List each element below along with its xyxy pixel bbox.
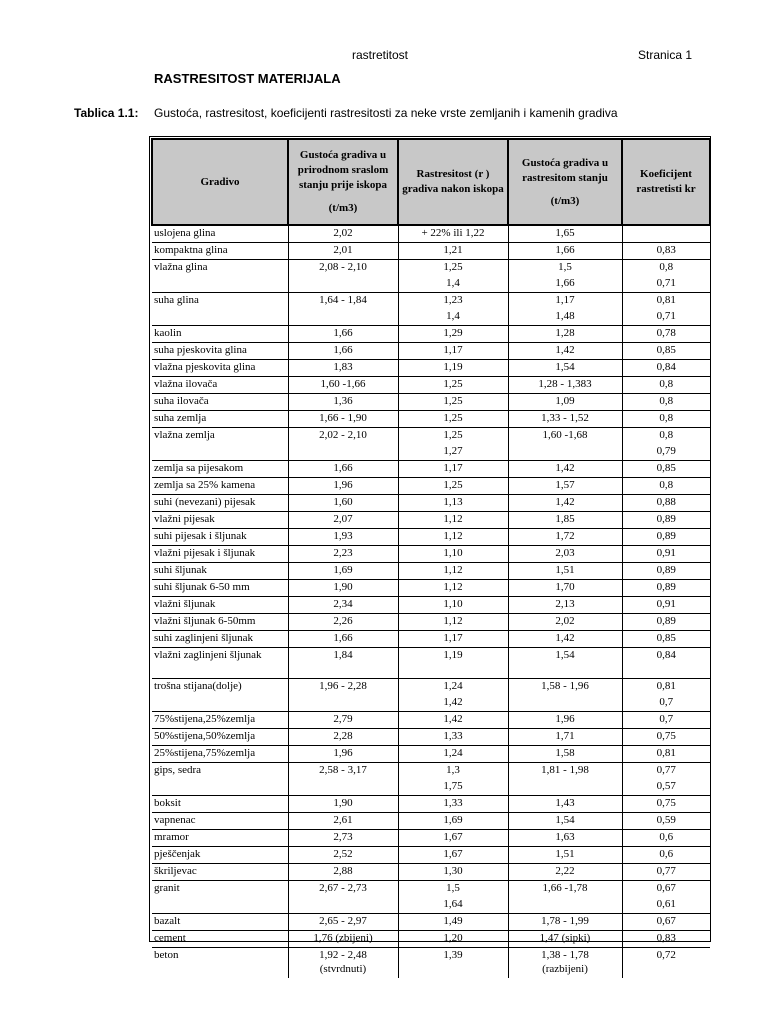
table-cell: 1,51 [508, 563, 622, 580]
table-cell: 0,8 [622, 377, 710, 394]
column-header [152, 139, 288, 225]
table-cell: 2,65 - 2,97 [288, 914, 398, 931]
column-header-text: Gustoća gradiva u rastresitom stanju [521, 156, 609, 184]
column-header-text: Koeficijent rastretisti kr [636, 168, 696, 195]
table-cell: 0,8 [622, 428, 710, 445]
table-cell: 0,89 [622, 512, 710, 529]
table-cell: 1,25 [398, 428, 508, 445]
table-cell: 1,25 [398, 478, 508, 495]
table-cell: 0,72 [622, 948, 710, 979]
table-cell: 2,73 [288, 830, 398, 847]
table-cell: 0,91 [622, 546, 710, 563]
table-cell: 1,93 [288, 529, 398, 546]
table-cell: 2,08 - 2,10 [288, 260, 398, 277]
table-cell: 0,75 [622, 729, 710, 746]
table-cell: 1,54 [508, 813, 622, 830]
table-row [152, 864, 710, 881]
table-cell: 1,75 [398, 779, 508, 796]
table-cell: 1,42 [508, 343, 622, 360]
table-cell: 1,10 [398, 546, 508, 563]
table-cell: 1,90 [288, 796, 398, 813]
table-row [152, 461, 710, 478]
table-cell: 1,17 [508, 293, 622, 310]
table-cell: 1,60 -1,68 [508, 428, 622, 445]
table-cell: 0,89 [622, 563, 710, 580]
page-number: Stranica 1 [638, 48, 693, 62]
column-header-text: Gustoća gradiva u prirodnom sraslom stanju prije iskopa [297, 149, 389, 191]
table-row [152, 614, 710, 631]
table-row [152, 597, 710, 614]
table-cell: 2,28 [288, 729, 398, 746]
table-cell: 1,96 [508, 712, 622, 729]
table-cell: 1,24 [398, 679, 508, 696]
table-cell: 1,25 [398, 260, 508, 277]
table-cell: 1,27 [398, 444, 508, 461]
table-row [152, 394, 710, 411]
table-cell: 0,7 [659, 696, 674, 708]
table-cell: 2,67 - 2,73 [288, 881, 398, 898]
table-cell [288, 695, 398, 712]
table-cell: 0,8 [622, 260, 710, 277]
table-cell: 1,12 [398, 512, 508, 529]
table-cell: 0,59 [622, 813, 710, 830]
table-cell: 2,02 - 2,10 [288, 428, 398, 445]
table-cell: + 22% ili 1,22 [398, 225, 508, 243]
table-cell: vlažna ilovača [152, 377, 288, 394]
table-cell: 0,67 [622, 881, 710, 898]
table-row [152, 746, 710, 763]
table-cell: 1,66 [288, 326, 398, 343]
table-cell: vlažna pjeskovita glina [152, 360, 288, 377]
table-cell: 1,28 - 1,383 [508, 377, 622, 394]
table-cell: 0,83 [622, 243, 710, 260]
table-row [152, 897, 710, 914]
table-row [152, 293, 710, 310]
table-cell [288, 779, 398, 796]
table-row [152, 729, 710, 746]
table-cell: 1,66 [288, 343, 398, 360]
table-cell: 1,12 [398, 529, 508, 546]
table-cell: 0,75 [622, 796, 710, 813]
table-cell: 1,47 (sipki) [508, 931, 622, 948]
table-cell: suha glina [152, 293, 288, 310]
table-cell: granit [152, 881, 288, 898]
table-cell: 0,67 [622, 914, 710, 931]
table-row [152, 679, 710, 696]
table-cell: 0,8 [622, 478, 710, 495]
table-cell [622, 225, 710, 243]
table-cell: 1,71 [508, 729, 622, 746]
table-cell: 1,70 [508, 580, 622, 597]
table-row [152, 580, 710, 597]
table-cell: 0,91 [622, 597, 710, 614]
column-header-text: Rastresitost (r ) gradiva nakon iskopa [402, 168, 504, 195]
table-cell: 1,57 [508, 478, 622, 495]
table-row [152, 512, 710, 529]
table-cell: 0,71 [656, 310, 676, 322]
table-cell: 1,17 [398, 343, 508, 360]
table-cell [152, 309, 288, 326]
table-cell: 1,66 -1,78 [508, 881, 622, 898]
table-cell: 0,78 [622, 326, 710, 343]
table-cell: 1,33 [398, 796, 508, 813]
table-cell: 2,22 [508, 864, 622, 881]
table-cell: 0,83 [622, 931, 710, 948]
table-cell: suhi zaglinjeni šljunak [152, 631, 288, 648]
column-header-unit: (t/m3) [550, 194, 580, 207]
table-cell: 1,67 [398, 847, 508, 864]
table-row [152, 796, 710, 813]
table-cell: 1,38 - 1,78 (razbijeni) [508, 948, 622, 979]
table-cell: 0,85 [622, 461, 710, 478]
table-cell: 1,66 - 1,90 [288, 411, 398, 428]
table-row [152, 495, 710, 512]
table-row [152, 343, 710, 360]
table-cell: 2,23 [288, 546, 398, 563]
table-cell: 1,58 - 1,96 [508, 679, 622, 696]
column-header-unit: (t/m3) [328, 202, 358, 214]
table-cell: 2,52 [288, 847, 398, 864]
table-cell: 0,85 [622, 343, 710, 360]
table-row [152, 360, 710, 377]
table-row [152, 881, 710, 898]
table-cell [288, 444, 398, 461]
table-cell: 50%stijena,50%zemlja [152, 729, 288, 746]
table-row [152, 276, 710, 293]
table-cell: suhi pijesak i šljunak [152, 529, 288, 546]
table-cell: 75%stijena,25%zemlja [152, 712, 288, 729]
column-header [508, 139, 622, 225]
table-cell: 1,64 [398, 897, 508, 914]
table-cell: 1,25 [398, 394, 508, 411]
table-cell: 1,4 [398, 309, 508, 326]
table-row [152, 563, 710, 580]
table-cell: 1,64 - 1,84 [288, 293, 398, 310]
table-cell: 1,12 [398, 614, 508, 631]
table-cell [152, 779, 288, 796]
table-cell: 1,49 [398, 914, 508, 931]
table-cell: suhi šljunak 6-50 mm [152, 580, 288, 597]
table-cell: 1,60 [288, 495, 398, 512]
table-row [152, 243, 710, 260]
table-cell [152, 276, 288, 293]
table-cell: 0,81 [622, 679, 710, 696]
table-cell: 1,42 [508, 495, 622, 512]
table-cell [152, 897, 288, 914]
table-cell: 1,25 [398, 377, 508, 394]
materials-table [151, 138, 711, 978]
table-cell: 2,02 [288, 225, 398, 243]
table-cell: 1,3 [398, 763, 508, 780]
table-cell: 25%stijena,75%zemlja [152, 746, 288, 763]
table-row [152, 260, 710, 277]
document-title: RASTRESITOST MATERIJALA [154, 71, 341, 86]
column-header [622, 139, 710, 225]
table-cell-note: (stvrdnuti) [319, 963, 367, 975]
table-cell: 2,26 [288, 614, 398, 631]
table-cell [508, 779, 622, 796]
table-header-row [152, 139, 710, 225]
table-row [152, 631, 710, 648]
table-row [152, 309, 710, 326]
table-cell: 1,42 [398, 712, 508, 729]
page-header-title: rastretitost [352, 48, 409, 62]
table-cell: 1,66 [288, 461, 398, 478]
table-cell: 0,71 [656, 277, 676, 289]
table-cell: 1,85 [508, 512, 622, 529]
table-cell [288, 897, 398, 914]
table-cell: 1,20 [398, 931, 508, 948]
table-caption-label: Tablica 1.1: [74, 106, 139, 120]
table-cell: 1,5 [508, 260, 622, 277]
table-cell: 1,42 [508, 631, 622, 648]
table-row [152, 830, 710, 847]
table-cell: 1,12 [398, 563, 508, 580]
table-cell: 0,77 [622, 763, 710, 780]
table-cell [152, 695, 288, 712]
table-cell: 1,42 [508, 461, 622, 478]
table-cell: 0,85 [622, 631, 710, 648]
table-row [152, 225, 710, 243]
table-cell: 1,19 [398, 360, 508, 377]
table-cell: 2,13 [508, 597, 622, 614]
table-cell: vapnenac [152, 813, 288, 830]
table-cell: 1,10 [398, 597, 508, 614]
table-cell: 1,28 [508, 326, 622, 343]
table-cell: bazalt [152, 914, 288, 931]
table-cell: 1,5 [398, 881, 508, 898]
table-cell: 0,84 [622, 360, 710, 377]
table-cell: 0,84 [622, 648, 710, 679]
table-cell: 1,66 [508, 243, 622, 260]
table-cell: 1,36 [288, 394, 398, 411]
table-cell: 1,78 - 1,99 [508, 914, 622, 931]
table-cell: 1,66 [508, 276, 622, 293]
table-cell: 1,66 [288, 631, 398, 648]
table-row [152, 931, 710, 948]
table-cell: 1,54 [508, 648, 622, 679]
table-cell: 0,6 [622, 830, 710, 847]
table-cell [288, 276, 398, 293]
table-row [152, 326, 710, 343]
table-cell: 1,96 [288, 478, 398, 495]
table-row [152, 444, 710, 461]
table-cell: 1,42 [398, 695, 508, 712]
table-cell [508, 897, 622, 914]
table-cell: suha ilovača [152, 394, 288, 411]
table-cell: 1,12 [398, 580, 508, 597]
table-row [152, 813, 710, 830]
table-cell: 1,17 [398, 631, 508, 648]
table-cell: 2,03 [508, 546, 622, 563]
table-cell: suha pjeskovita glina [152, 343, 288, 360]
table-row [152, 914, 710, 931]
table-cell: 1,84 [288, 648, 398, 679]
table-row [152, 847, 710, 864]
table-cell: 2,61 [288, 813, 398, 830]
table-cell: 1,96 [288, 746, 398, 763]
table-cell: 0,81 [622, 293, 710, 310]
table-cell: 1,69 [288, 563, 398, 580]
table-cell: 1,96 - 2,28 [288, 679, 398, 696]
table-cell: vlažni šljunak [152, 597, 288, 614]
table-row [152, 779, 710, 796]
table-cell: 1,29 [398, 326, 508, 343]
table-cell: 1,69 [398, 813, 508, 830]
table-cell: 0,8 [622, 394, 710, 411]
table-cell: gips, sedra [152, 763, 288, 780]
table-cell: vlažna zemlja [152, 428, 288, 445]
table-cell: zemlja sa pijesakom [152, 461, 288, 478]
table-cell [152, 444, 288, 461]
table-cell: 1,23 [398, 293, 508, 310]
table-cell: 1,51 [508, 847, 622, 864]
table-cell-note: (razbijeni) [542, 963, 588, 975]
table-row [152, 648, 710, 679]
table-row [152, 529, 710, 546]
table-cell: 1,17 [398, 461, 508, 478]
table-cell: 1,13 [398, 495, 508, 512]
table-row [152, 411, 710, 428]
table-cell: suha zemlja [152, 411, 288, 428]
table-cell: vlažni zaglinjeni šljunak [152, 648, 288, 679]
column-header [288, 139, 398, 225]
column-header [398, 139, 508, 225]
table-cell: 2,02 [508, 614, 622, 631]
table-cell: beton [152, 948, 288, 979]
table-cell: 1,67 [398, 830, 508, 847]
table-cell: 1,83 [288, 360, 398, 377]
table-cell: 0,8 [622, 411, 710, 428]
table-cell: 1,21 [398, 243, 508, 260]
table-row [152, 478, 710, 495]
table-row [152, 428, 710, 445]
table-cell: vlažni pijesak i šljunak [152, 546, 288, 563]
table-cell: 1,39 [398, 948, 508, 979]
table-row [152, 948, 710, 979]
table-cell: suhi (nevezani) pijesak [152, 495, 288, 512]
table-cell: 1,30 [398, 864, 508, 881]
table-cell: boksit [152, 796, 288, 813]
table-row [152, 712, 710, 729]
table-cell: 1,24 [398, 746, 508, 763]
table-cell [508, 695, 622, 712]
table-cell: 1,92 - 2,48 (stvrdnuti) [288, 948, 398, 979]
table-cell: 1,63 [508, 830, 622, 847]
table-cell: 0,7 [622, 712, 710, 729]
column-header-text: Gradivo [200, 175, 240, 188]
table-cell: trošna stijana(dolje) [152, 679, 288, 696]
table-cell: 1,25 [398, 411, 508, 428]
table-cell: 1,65 [508, 225, 622, 243]
table-cell: 1,33 - 1,52 [508, 411, 622, 428]
table-cell: 1,4 [398, 276, 508, 293]
table-cell: 2,34 [288, 597, 398, 614]
table-cell: zemlja sa 25% kamena [152, 478, 288, 495]
table-cell: 2,07 [288, 512, 398, 529]
table-cell: vlažni pijesak [152, 512, 288, 529]
table-cell: kaolin [152, 326, 288, 343]
table-row [152, 695, 710, 712]
table-cell: 1,90 [288, 580, 398, 597]
table-cell: 0,61 [656, 898, 676, 910]
table-cell: vlažni šljunak 6-50mm [152, 614, 288, 631]
table-cell: 1,54 [508, 360, 622, 377]
table-cell: cement [152, 931, 288, 948]
table-cell: suhi šljunak [152, 563, 288, 580]
table-cell: 0,89 [622, 614, 710, 631]
table-cell: 1,48 [508, 309, 622, 326]
table-cell: 2,58 - 3,17 [288, 763, 398, 780]
table-cell: 1,58 [508, 746, 622, 763]
table-row [152, 546, 710, 563]
table-cell: pješčenjak [152, 847, 288, 864]
table-cell: 1,09 [508, 394, 622, 411]
table-cell: 0,89 [622, 529, 710, 546]
table-cell: 1,76 (zbijeni) [288, 931, 398, 948]
table-cell: 0,6 [622, 847, 710, 864]
table-cell: uslojena glina [152, 225, 288, 243]
table-cell: kompaktna glina [152, 243, 288, 260]
table-cell: 0,81 [622, 746, 710, 763]
table-cell: 2,88 [288, 864, 398, 881]
table-cell: 0,57 [656, 780, 676, 792]
table-cell [288, 309, 398, 326]
table-cell: 0,89 [622, 580, 710, 597]
table-cell: 1,72 [508, 529, 622, 546]
table-cell [508, 444, 622, 461]
table-cell: 0,79 [656, 445, 676, 457]
table-cell: 2,79 [288, 712, 398, 729]
table-cell: 1,81 - 1,98 [508, 763, 622, 780]
table-cell: 2,01 [288, 243, 398, 260]
table-cell: 0,88 [622, 495, 710, 512]
table-cell: vlažna glina [152, 260, 288, 277]
table-cell: škriljevac [152, 864, 288, 881]
table-cell: mramor [152, 830, 288, 847]
table-row [152, 763, 710, 780]
table-cell: 0,77 [622, 864, 710, 881]
table-cell: 1,60 -1,66 [288, 377, 398, 394]
table-caption-text: Gustoća, rastresitost, koeficijenti rastresitosti za neke vrste zemljanih i kamenih gradiva [154, 106, 618, 120]
table-cell: 1,33 [398, 729, 508, 746]
table-cell: 1,43 [508, 796, 622, 813]
table-row [152, 377, 710, 394]
table-cell: 1,19 [398, 648, 508, 679]
